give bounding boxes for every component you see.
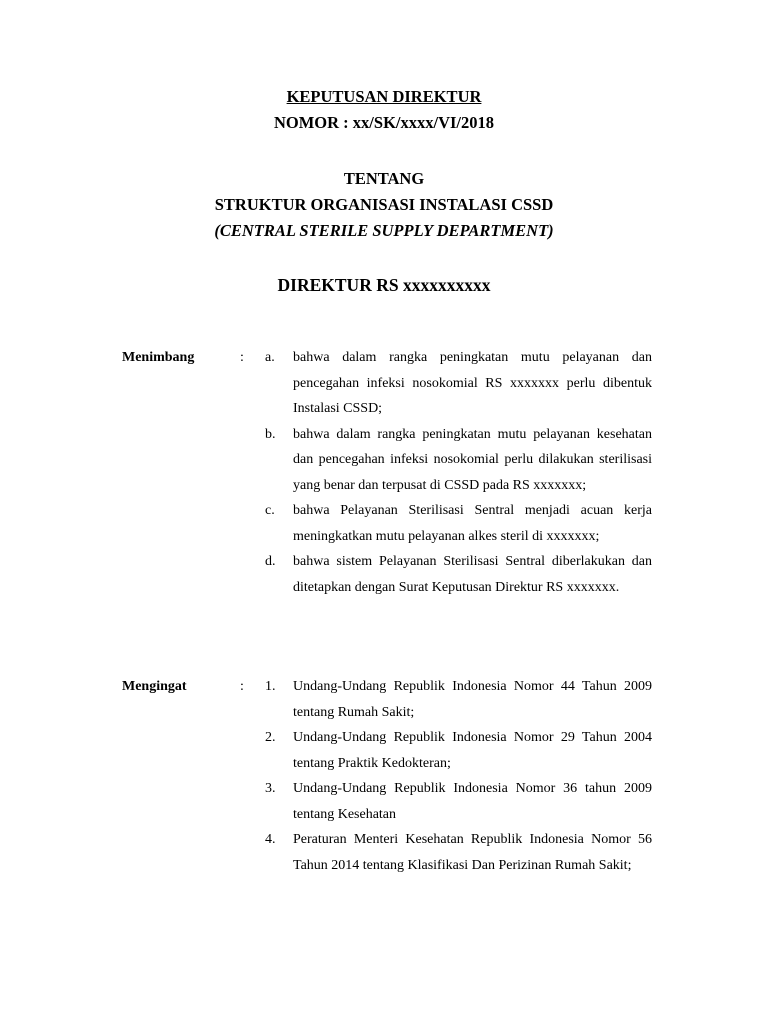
- item-marker: a.: [265, 350, 275, 365]
- list-item: [265, 345, 652, 422]
- list-item: [265, 549, 652, 600]
- list-item: [265, 498, 652, 549]
- decree-title: KEPUTUSAN DIREKTUR: [286, 87, 482, 106]
- mengingat-colon: :: [240, 679, 244, 694]
- decree-number: NOMOR : xx/SK/xxxx/VI/2018: [273, 113, 494, 132]
- item-marker: 4.: [265, 832, 276, 847]
- item-text: bahwa dalam rangka peningkatan mutu pelayanan kesehatan dan pencegahan infeksi nosokomial perlu dilakukan sterilisasi yang benar dan terpusat di CSSD pada RS xxxxxxx;: [293, 426, 652, 493]
- item-marker: 1.: [265, 679, 276, 694]
- mengingat-list: [265, 674, 652, 878]
- item-marker: 2.: [265, 730, 276, 745]
- menimbang-colon: :: [240, 350, 244, 365]
- item-marker: d.: [265, 554, 276, 569]
- item-text: bahwa sistem Pelayanan Sterilisasi Sentral diberlakukan dan ditetapkan dengan Surat Keputusan Direktur RS xxxxxxx.: [293, 554, 652, 595]
- about-label: TENTANG: [343, 169, 425, 188]
- item-text: Undang-Undang Republik Indonesia Nomor 44 Tahun 2009 tentang Rumah Sakit;: [293, 679, 652, 720]
- menimbang-list: [265, 345, 652, 600]
- item-marker: b.: [265, 426, 276, 442]
- decree-subject-full: (CENTRAL STERILE SUPPLY DEPARTMENT): [214, 221, 554, 240]
- list-item: [265, 776, 652, 827]
- item-text: bahwa dalam rangka peningkatan mutu pelayanan dan pencegahan infeksi nosokomial RS xxxxxxx perlu dibentuk Instalasi CSSD;: [293, 350, 652, 416]
- list-item: [265, 725, 652, 776]
- decree-subject: STRUKTUR ORGANISASI INSTALASI CSSD: [214, 195, 554, 214]
- list-item: [265, 422, 652, 499]
- item-text: Undang-Undang Republik Indonesia Nomor 36 tahun 2009 tentang Kesehatan: [293, 781, 652, 822]
- item-text: Undang-Undang Republik Indonesia Nomor 29 Tahun 2004 tentang Praktik Kedokteran;: [293, 730, 652, 771]
- list-item: [265, 674, 652, 725]
- item-marker: 3.: [265, 781, 276, 796]
- menimbang-label: Menimbang: [122, 350, 195, 365]
- list-item: [265, 827, 652, 878]
- document-header: [0, 84, 768, 298]
- mengingat-label: Mengingat: [122, 679, 187, 694]
- director-heading: DIREKTUR RS xxxxxxxxxx: [277, 275, 491, 295]
- item-marker: c.: [265, 503, 275, 518]
- item-text: Peraturan Menteri Kesehatan Republik Indonesia Nomor 56 Tahun 2014 tentang Klasifikasi Dan Perizinan Rumah Sakit;: [293, 832, 652, 873]
- item-text: bahwa Pelayanan Sterilisasi Sentral menjadi acuan kerja meningkatkan mutu pelayanan alkes steril di xxxxxxx;: [293, 503, 652, 544]
